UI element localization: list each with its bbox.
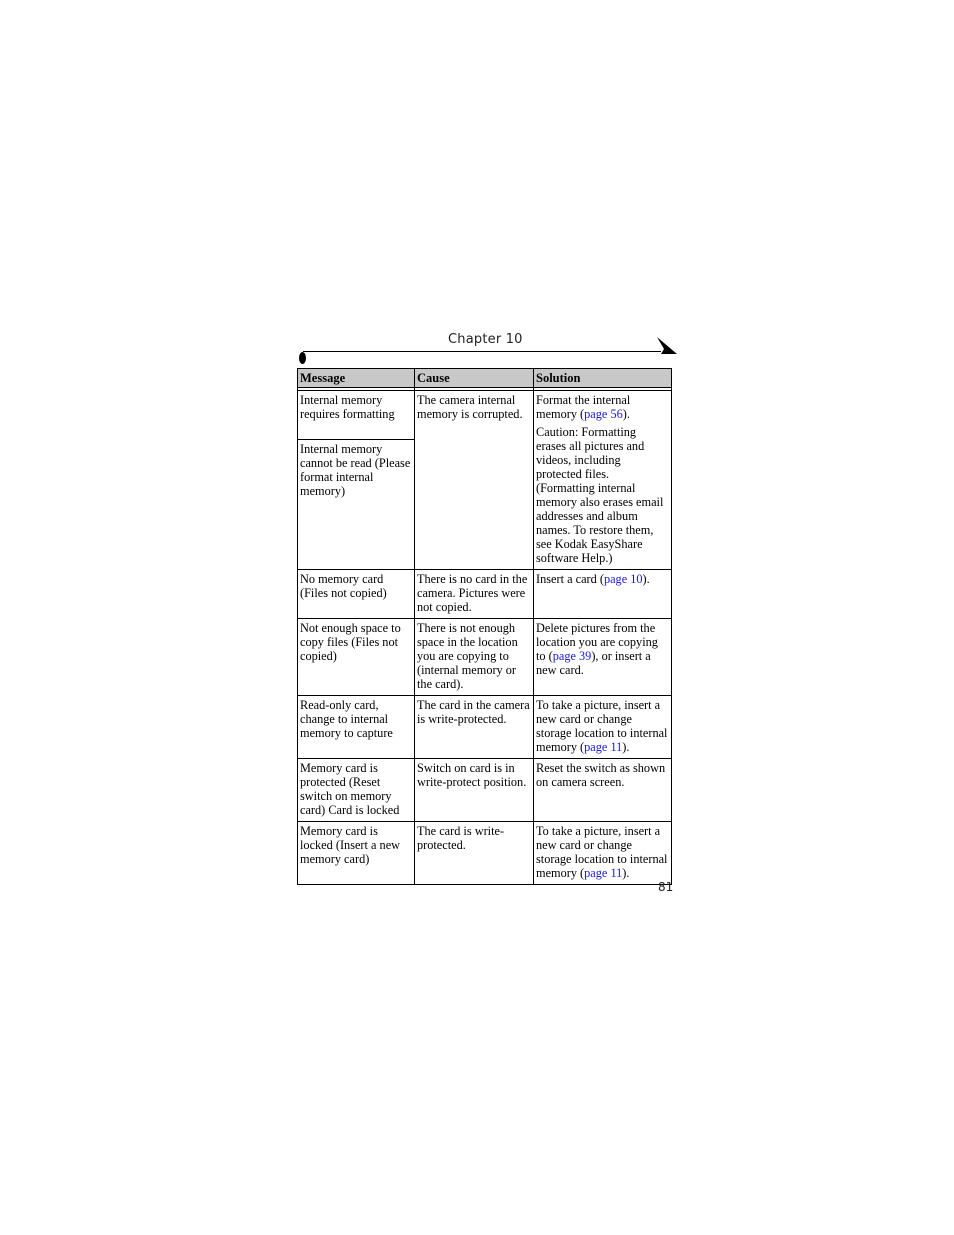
caution-note: Caution: Formatting erases all pictures and videos, including protected files. (Formatting internal memory also erases email addresses and album names. To restore them, see Kodak EasyShare software Help.) [536,425,664,565]
solution-text: Delete pictures from the location you are copying to ( [536,621,658,663]
page-link[interactable]: page 11 [584,740,623,754]
solution-text: ). [622,866,630,880]
cause-cell: The camera internal memory is corrupted. [415,391,534,570]
solution-cell [534,619,672,696]
message-cell: Memory card is protected (Reset switch on memory card) Card is locked [298,759,415,822]
solution-cell [534,391,672,570]
page-link[interactable]: page 39 [552,649,592,663]
solution-text: ), or insert a new card. [536,649,651,677]
page-link[interactable]: page 56 [584,407,623,421]
message-cell: Internal memory cannot be read (Please format internal memory) [298,440,415,570]
message-cell: Read-only card, change to internal memory to capture [298,696,415,759]
solution-cell [534,696,672,759]
table-header-row [298,369,672,388]
table-row [298,619,672,696]
cause-cell: The card is write-protected. [415,822,534,885]
page-number: 81 [658,880,674,894]
page-link[interactable]: page 11 [584,866,623,880]
table-row [298,822,672,885]
solution-cell: Reset the switch as shown on camera screen. [534,759,672,822]
cause-cell: The card in the camera is write-protected. [415,696,534,759]
page-corner-icon [657,335,677,355]
cause-cell: Switch on card is in write-protect position. [415,759,534,822]
cause-cell: There is no card in the camera. Pictures were not copied. [415,570,534,619]
message-cell: Not enough space to copy files (Files not copied) [298,619,415,696]
header-message: Message [298,369,415,388]
solution-text: ). [622,407,630,421]
solution-text: Format the internal memory ( [536,393,631,421]
message-cell: Memory card is locked (Insert a new memory card) [298,822,415,885]
chapter-heading: Chapter 10 [448,332,523,347]
solution-text: To take a picture, insert a new card or change storage location to internal memory ( [536,698,668,754]
page-link[interactable]: page 10 [603,572,643,586]
header-rule [303,351,661,352]
solution-text: ). [622,740,630,754]
troubleshooting-table [297,368,672,885]
table-row [298,391,672,440]
message-cell: No memory card (Files not copied) [298,570,415,619]
solution-cell [534,570,672,619]
cause-cell: There is not enough space in the location you are copying to (internal memory or the card). [415,619,534,696]
table-row [298,696,672,759]
table-row [298,570,672,619]
message-cell: Internal memory requires formatting [298,391,415,440]
table-row [298,759,672,822]
solution-cell [534,822,672,885]
header-bullet-icon [299,352,306,364]
solution-text: To take a picture, insert a new card or change storage location to internal memory ( [536,824,668,880]
solution-text: Insert a card ( [536,572,604,586]
solution-text: ). [642,572,650,586]
header-cause: Cause [415,369,534,388]
header-solution: Solution [534,369,672,388]
